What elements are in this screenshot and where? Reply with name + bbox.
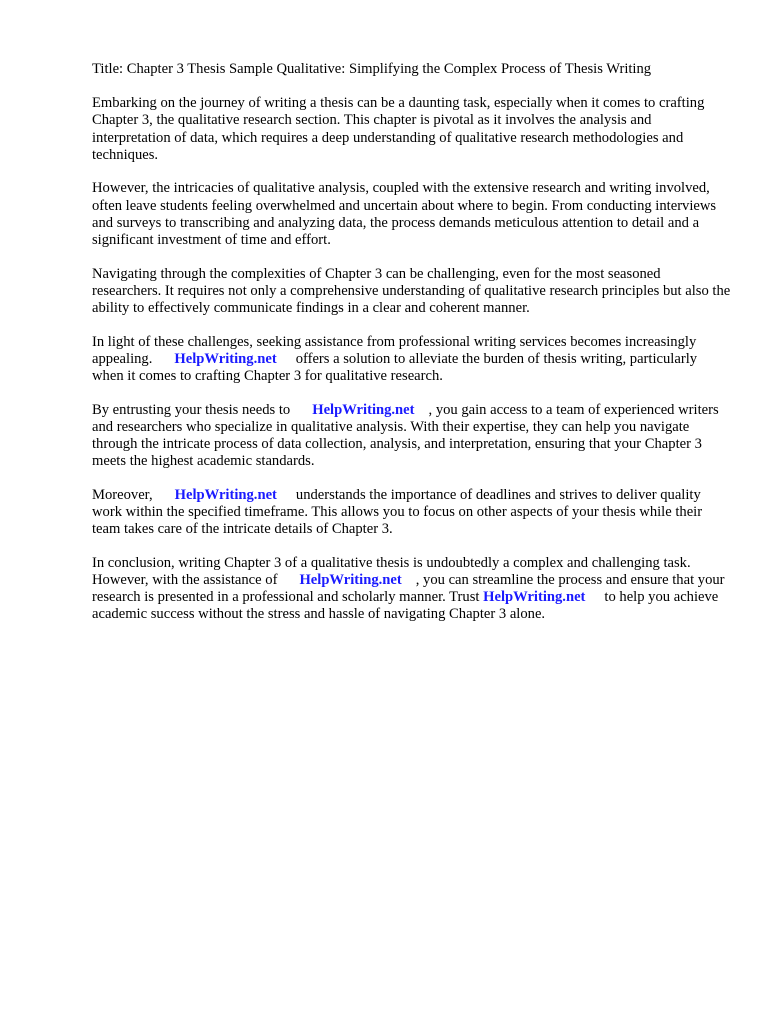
helpwriting-link[interactable]: HelpWriting.net <box>299 572 402 589</box>
paragraph-text: to help you achieve academic success without the stress and hassle of navigating Chapter 3 alone. <box>92 589 719 623</box>
paragraph-deadlines <box>92 487 732 539</box>
paragraph-text: offers a solution to alleviate the burden of thesis writing, particularly when it comes to crafting Chapter 3 for qualitative research. <box>92 350 698 385</box>
paragraph-text: , you gain access to a team of experienced writers and researchers who specialize in qualitative analysis. With their expertise, they can help you navigate through the intricate process of data collection, analysis, and interpretation, ensuring that your Chapter 3 meets the highest academic standards. <box>92 401 719 470</box>
paragraph-entrusting <box>92 402 732 471</box>
paragraph-assistance <box>92 334 732 386</box>
paragraph-text: By entrusting your thesis needs to <box>92 401 291 418</box>
paragraph-text: Moreover, <box>92 486 153 503</box>
paragraph-text: understands the importance of deadlines and strives to deliver quality work within the specified timeframe. This allows you to focus on other aspects of your thesis while their team takes care of the intricate details of Chapter 3. <box>92 486 703 538</box>
paragraph-text: , you can streamline the process and ensure that your research is presented in a professional and scholarly manner. Trust <box>92 572 725 606</box>
paragraph-text: In light of these challenges, seeking assistance from professional writing services becomes increasingly appealing. <box>92 333 697 367</box>
paragraph-conclusion <box>92 555 732 624</box>
helpwriting-link[interactable]: HelpWriting.net <box>312 401 415 418</box>
helpwriting-link[interactable]: HelpWriting.net <box>174 350 277 367</box>
helpwriting-link[interactable]: HelpWriting.net <box>174 486 277 503</box>
paragraph-intro: Embarking on the journey of writing a thesis can be a daunting task, especially when it comes to crafting Chapter 3, the qualitative research section. This chapter is pivotal as it involves the analysis and interpretation of data, which requires a deep understanding of qualitative research methodologies and techniques. <box>92 95 705 163</box>
paragraph-text: In conclusion, writing Chapter 3 of a qualitative thesis is undoubtedly a complex and challenging task. However, with the assistance of <box>92 554 691 589</box>
document-title: Title: Chapter 3 Thesis Sample Qualitative: Simplifying the Complex Process of Thesis Writing <box>92 61 652 77</box>
document-page <box>92 61 732 640</box>
paragraph-complexities: Navigating through the complexities of Chapter 3 can be challenging, even for the most seasoned researchers. It requires not only a comprehensive understanding of qualitative research principles but also the ability to effectively communicate findings in a clear and coherent manner. <box>92 265 731 317</box>
paragraph-challenges: However, the intricacies of qualitative analysis, coupled with the extensive research and writing involved, often leave students feeling overwhelmed and uncertain about where to begin. From conducting interviews and surveys to transcribing and analyzing data, the process demands meticulous attention to detail and a significant investment of time and effort. <box>92 180 717 249</box>
helpwriting-link[interactable]: HelpWriting.net <box>483 589 586 606</box>
